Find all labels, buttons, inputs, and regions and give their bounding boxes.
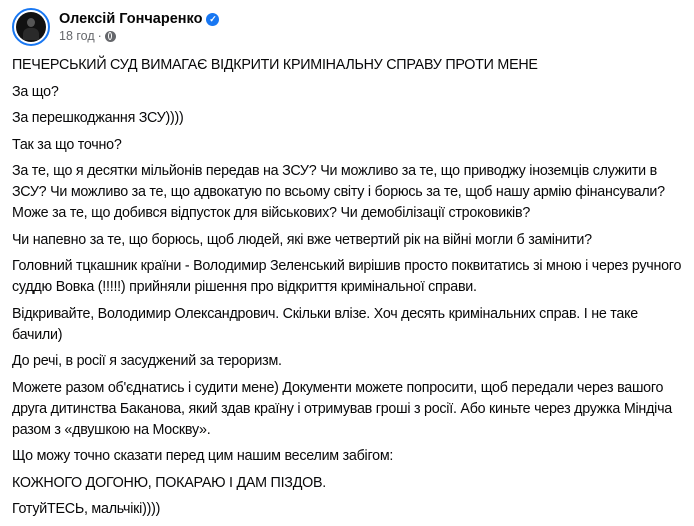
post-paragraph: Так за що точно?: [12, 136, 122, 153]
verified-badge-icon: ✓: [206, 13, 219, 26]
post-paragraph: Головний тцкашник країни - Володимир Зеленський вирішив просто поквитатись зі мною і через ручного суддю Вовка (!!!!!) прийняли рішення про відкриття кримінальної справи.: [12, 258, 682, 295]
post-paragraph: ГотуйТЕСЬ, мальчікі)))): [12, 501, 161, 517]
post-paragraph: За що?: [12, 83, 59, 100]
post-paragraph: Що можу точно сказати перед цим нашим веселим забігом:: [12, 448, 394, 464]
author-row: [59, 11, 219, 27]
post-paragraph: До речі, в росії я засуджений за тероризм.: [12, 353, 282, 369]
post-paragraph: Відкривайте, Володимир Олександрович. Скільки влізе. Хоч десять кримінальних справ. І не таке бачили): [12, 305, 638, 343]
author-name[interactable]: Олексій Гончаренко: [59, 11, 203, 27]
post-paragraph: ПЕЧЕРСЬКИЙ СУД ВИМАГАЄ ВІДКРИТИ КРИМІНАЛЬНУ СПРАВУ ПРОТИ МЕНЕ: [12, 57, 538, 73]
post-paragraph: Чи напевно за те, що борюсь, щоб людей, які вже четвертий рік на війні могли б замінити?: [12, 231, 592, 248]
post-body: [12, 55, 688, 526]
post-paragraph: За те, що я десятки мільйонів передав на ЗСУ? Чи можливо за те, що приводжу іноземців служити в ЗСУ? Чи можливо за те, що адвокатую по всьому світу і борюсь за те, щоб нашу армію фінансували? Може за те, що добився відпусток для військових? Чи демобілізації строковиків?: [12, 163, 665, 221]
separator: ·: [97, 29, 102, 43]
post-header: [12, 8, 219, 46]
globe-icon[interactable]: [105, 31, 116, 42]
post-meta: [59, 11, 219, 43]
post-subline: [59, 29, 219, 43]
post-paragraph: За перешкоджання ЗСУ)))): [12, 110, 184, 126]
avatar[interactable]: [12, 8, 50, 46]
post-paragraph: КОЖНОГО ДОГОНЮ, ПОКАРАЮ І ДАМ ПІЗДОВ.: [12, 474, 327, 491]
post-timestamp[interactable]: 18 год: [59, 29, 95, 43]
avatar-image: [16, 12, 46, 42]
post-paragraph: Можете разом об'єднатись і судити мене) Документи можете попросити, щоб передали через вашого друга дитинства Баканова, який здав країну і отримував гроші з росії. Або киньте через дружка Міндіча разом з «двушкою на Москву».: [12, 379, 672, 438]
